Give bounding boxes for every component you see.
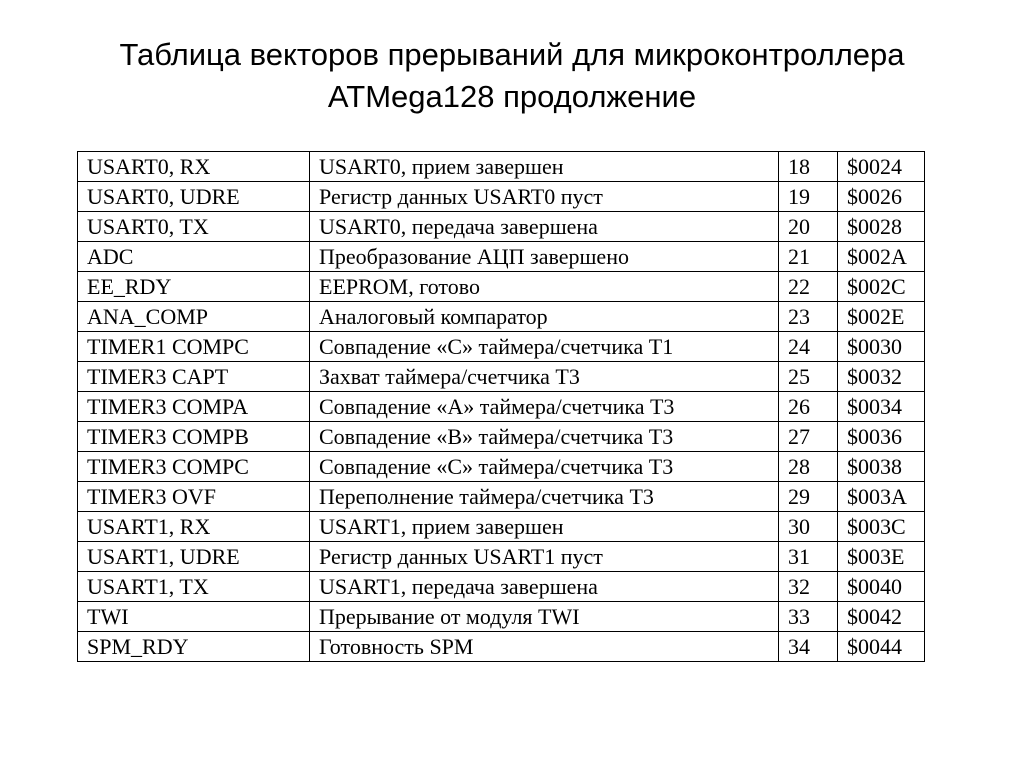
vector-description-cell: Прерывание от модуля TWI — [310, 602, 779, 632]
vector-description-cell: USART1, передача завершена — [310, 572, 779, 602]
vector-address-cell: $0038 — [838, 452, 925, 482]
vector-description-cell: USART0, прием завершен — [310, 152, 779, 182]
table-row — [78, 602, 925, 632]
vector-address-cell: $0040 — [838, 572, 925, 602]
vector-address-cell: $003C — [838, 512, 925, 542]
table-row — [78, 422, 925, 452]
vector-name-cell: USART0, RX — [78, 152, 310, 182]
vector-number-cell: 23 — [779, 302, 838, 332]
vector-name-cell: TIMER3 COMPA — [78, 392, 310, 422]
vector-name-cell: USART0, TX — [78, 212, 310, 242]
vector-description-cell: Совпадение «А» таймера/счетчика Т3 — [310, 392, 779, 422]
vector-name-cell: USART0, UDRE — [78, 182, 310, 212]
vector-number-cell: 19 — [779, 182, 838, 212]
vector-address-cell: $0026 — [838, 182, 925, 212]
title-line-2: ATMega128 продолжение — [327, 79, 697, 114]
vector-description-cell: Захват таймера/счетчика Т3 — [310, 362, 779, 392]
vector-name-cell: ANA_COMP — [78, 302, 310, 332]
vector-address-cell: $0024 — [838, 152, 925, 182]
vector-number-cell: 25 — [779, 362, 838, 392]
vector-address-cell: $002A — [838, 242, 925, 272]
table-row — [78, 182, 925, 212]
vector-address-cell: $0044 — [838, 632, 925, 662]
vector-name-cell: EE_RDY — [78, 272, 310, 302]
table-row — [78, 512, 925, 542]
table-row — [78, 392, 925, 422]
vector-name-cell: USART1, TX — [78, 572, 310, 602]
vector-number-cell: 27 — [779, 422, 838, 452]
vector-number-cell: 20 — [779, 212, 838, 242]
vector-name-cell: USART1, UDRE — [78, 542, 310, 572]
vector-name-cell: TIMER3 COMPB — [78, 422, 310, 452]
table-row — [78, 542, 925, 572]
vector-description-cell: Переполнение таймера/счетчика Т3 — [310, 482, 779, 512]
vector-number-cell: 18 — [779, 152, 838, 182]
vector-name-cell: TWI — [78, 602, 310, 632]
vector-number-cell: 24 — [779, 332, 838, 362]
vector-description-cell: Совпадение «С» таймера/счетчика Т1 — [310, 332, 779, 362]
table-row — [78, 332, 925, 362]
vector-number-cell: 33 — [779, 602, 838, 632]
vector-address-cell: $002E — [838, 302, 925, 332]
vector-description-cell: USART1, прием завершен — [310, 512, 779, 542]
vector-address-cell: $0032 — [838, 362, 925, 392]
vector-address-cell: $003A — [838, 482, 925, 512]
vector-number-cell: 22 — [779, 272, 838, 302]
vector-number-cell: 34 — [779, 632, 838, 662]
vector-name-cell: TIMER3 COMPC — [78, 452, 310, 482]
vector-description-cell: Совпадение «С» таймера/счетчика Т3 — [310, 452, 779, 482]
vector-address-cell: $0034 — [838, 392, 925, 422]
vector-number-cell: 21 — [779, 242, 838, 272]
vector-address-cell: $0036 — [838, 422, 925, 452]
table-row — [78, 242, 925, 272]
vector-description-cell: Совпадение «В» таймера/счетчика Т3 — [310, 422, 779, 452]
table-row — [78, 272, 925, 302]
vector-name-cell: TIMER3 CAPT — [78, 362, 310, 392]
vector-address-cell: $002C — [838, 272, 925, 302]
table-row — [78, 362, 925, 392]
vector-address-cell: $0030 — [838, 332, 925, 362]
vector-number-cell: 26 — [779, 392, 838, 422]
vector-name-cell: ADC — [78, 242, 310, 272]
interrupt-vector-table — [77, 151, 925, 662]
vector-number-cell: 32 — [779, 572, 838, 602]
vector-description-cell: EEPROM, готово — [310, 272, 779, 302]
vector-name-cell: TIMER1 COMPC — [78, 332, 310, 362]
vector-address-cell: $0042 — [838, 602, 925, 632]
vector-description-cell: Аналоговый компаратор — [310, 302, 779, 332]
vector-number-cell: 30 — [779, 512, 838, 542]
vector-name-cell: USART1, RX — [78, 512, 310, 542]
table-row — [78, 212, 925, 242]
table-body — [78, 152, 925, 662]
vector-number-cell: 29 — [779, 482, 838, 512]
vector-number-cell: 28 — [779, 452, 838, 482]
vector-description-cell: Регистр данных USART1 пуст — [310, 542, 779, 572]
vector-description-cell: Регистр данных USART0 пуст — [310, 182, 779, 212]
vector-number-cell: 31 — [779, 542, 838, 572]
vector-name-cell: TIMER3 OVF — [78, 482, 310, 512]
vector-description-cell: Готовность SPM — [310, 632, 779, 662]
vector-address-cell: $003E — [838, 542, 925, 572]
table-row — [78, 152, 925, 182]
vector-name-cell: SPM_RDY — [78, 632, 310, 662]
table-row — [78, 572, 925, 602]
title-line-1: Таблица векторов прерываний для микроконтроллера — [119, 37, 905, 72]
vector-description-cell: USART0, передача завершена — [310, 212, 779, 242]
page-title — [0, 34, 1024, 118]
table-row — [78, 482, 925, 512]
vector-description-cell: Преобразование АЦП завершено — [310, 242, 779, 272]
table-row — [78, 302, 925, 332]
vector-address-cell: $0028 — [838, 212, 925, 242]
table-row — [78, 452, 925, 482]
table-row — [78, 632, 925, 662]
